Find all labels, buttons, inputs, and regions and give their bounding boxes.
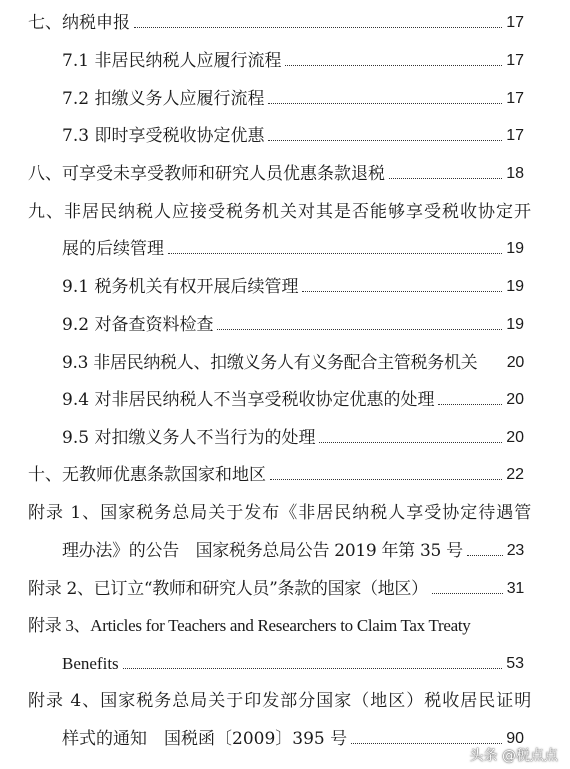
leader-dots — [467, 555, 503, 556]
leader-dots — [123, 668, 503, 669]
toc-entry-page: 20 — [506, 429, 524, 446]
toc-entry-10[interactable] — [28, 458, 524, 486]
toc-entry-9-cont[interactable] — [62, 232, 524, 260]
toc-entry-page: 17 — [506, 14, 524, 31]
toc-entry-page: 19 — [506, 240, 524, 257]
toc-entry-page: 90 — [506, 730, 524, 747]
leader-dots — [432, 593, 503, 594]
leader-dots — [389, 178, 502, 179]
toc-entry-page: 18 — [506, 165, 524, 182]
leader-dots — [438, 404, 502, 405]
leader-dots — [270, 479, 502, 480]
toc-entry-9-5[interactable] — [62, 421, 524, 449]
leader-dots — [302, 291, 502, 292]
toc-entry-title: 7.1 非居民纳税人应履行流程 — [62, 51, 282, 71]
toc-entry-page: 23 — [506, 542, 524, 559]
watermark: 头条 @税点点 — [469, 748, 558, 764]
toc-entry-page: 53 — [506, 655, 524, 672]
toc-appendix-3[interactable] — [28, 609, 524, 637]
toc-entry-title: 附录 3、Articles for Teachers and Researchers to Claim Tax Treaty — [28, 616, 471, 635]
toc-appendix-4[interactable] — [28, 684, 533, 712]
toc-entry-7-1[interactable] — [62, 44, 524, 72]
toc-entry-9-2[interactable] — [62, 308, 524, 336]
toc-entry-title: 7.2 扣缴义务人应履行流程 — [62, 89, 265, 109]
toc-entry-page: 20 — [506, 354, 524, 371]
toc-entry-page: 22 — [506, 466, 524, 483]
toc-entry-title: 7.3 即时享受税收协定优惠 — [62, 126, 265, 146]
toc-entry-title: 附录 2、已订立“教师和研究人员”条款的国家（地区） — [28, 579, 428, 599]
toc-entry-9-1[interactable] — [62, 270, 524, 298]
toc-entry-page: 17 — [506, 52, 524, 69]
toc-entry-7-2[interactable] — [62, 82, 524, 110]
toc-entry-page: 17 — [506, 90, 524, 107]
toc-entry-title: 九、非居民纳税人应接受税务机关对其是否能够享受税收协定开 — [28, 202, 532, 222]
toc-entry-title: 9.5 对扣缴义务人不当行为的处理 — [62, 428, 316, 448]
toc-entry-title: 9.3 非居民纳税人、扣缴义务人有义务配合主管税务机关 — [62, 353, 478, 373]
toc-appendix-1[interactable] — [28, 496, 533, 524]
toc-entry-7-3[interactable] — [62, 119, 524, 147]
toc-entry-title: 样式的通知 国税函〔2009〕395 号 — [62, 729, 348, 749]
toc-entry-page: 19 — [506, 278, 524, 295]
toc-entry-title: 附录 4、国家税务总局关于印发部分国家（地区）税收居民证明 — [28, 691, 533, 711]
leader-dots — [217, 329, 502, 330]
leader-dots — [319, 442, 502, 443]
toc-entry-title: Benefits — [62, 654, 119, 673]
toc-entry-page: 31 — [506, 580, 524, 597]
toc-entry-title: 七、纳税申报 — [28, 13, 130, 33]
leader-dots — [168, 253, 502, 254]
toc-appendix-1-cont[interactable] — [62, 534, 524, 562]
toc-entry-9-3[interactable] — [62, 346, 524, 374]
toc-entry-page: 20 — [506, 391, 524, 408]
toc-entry-page: 17 — [506, 127, 524, 144]
toc-entry-9-4[interactable] — [62, 383, 524, 411]
leader-dots — [268, 103, 502, 104]
toc-entry-title: 附录 1、国家税务总局关于发布《非居民纳税人享受协定待遇管 — [28, 503, 533, 523]
leader-dots — [285, 65, 502, 66]
leader-dots — [268, 140, 502, 141]
leader-dots — [134, 27, 502, 28]
toc-entry-page: 19 — [506, 316, 524, 333]
leader-dots — [351, 743, 502, 744]
toc-appendix-2[interactable] — [28, 572, 524, 600]
toc-entry-7[interactable] — [28, 6, 524, 34]
toc-appendix-4-cont[interactable] — [62, 722, 524, 750]
toc-entry-title: 9.2 对备查资料检查 — [62, 315, 214, 335]
toc-entry-title: 理办法》的公告 国家税务总局公告 2019 年第 35 号 — [62, 541, 463, 561]
toc-entry-title: 十、无教师优惠条款国家和地区 — [28, 465, 266, 485]
toc-entry-9[interactable] — [28, 195, 532, 223]
toc-appendix-3-cont[interactable] — [62, 647, 524, 675]
toc-entry-8[interactable] — [28, 157, 524, 185]
toc-entry-title: 展的后续管理 — [62, 239, 164, 259]
toc-entry-title: 9.1 税务机关有权开展后续管理 — [62, 277, 299, 297]
toc-entry-title: 八、可享受未享受教师和研究人员优惠条款退税 — [28, 164, 385, 184]
toc-entry-title: 9.4 对非居民纳税人不当享受税收协定优惠的处理 — [62, 390, 435, 410]
